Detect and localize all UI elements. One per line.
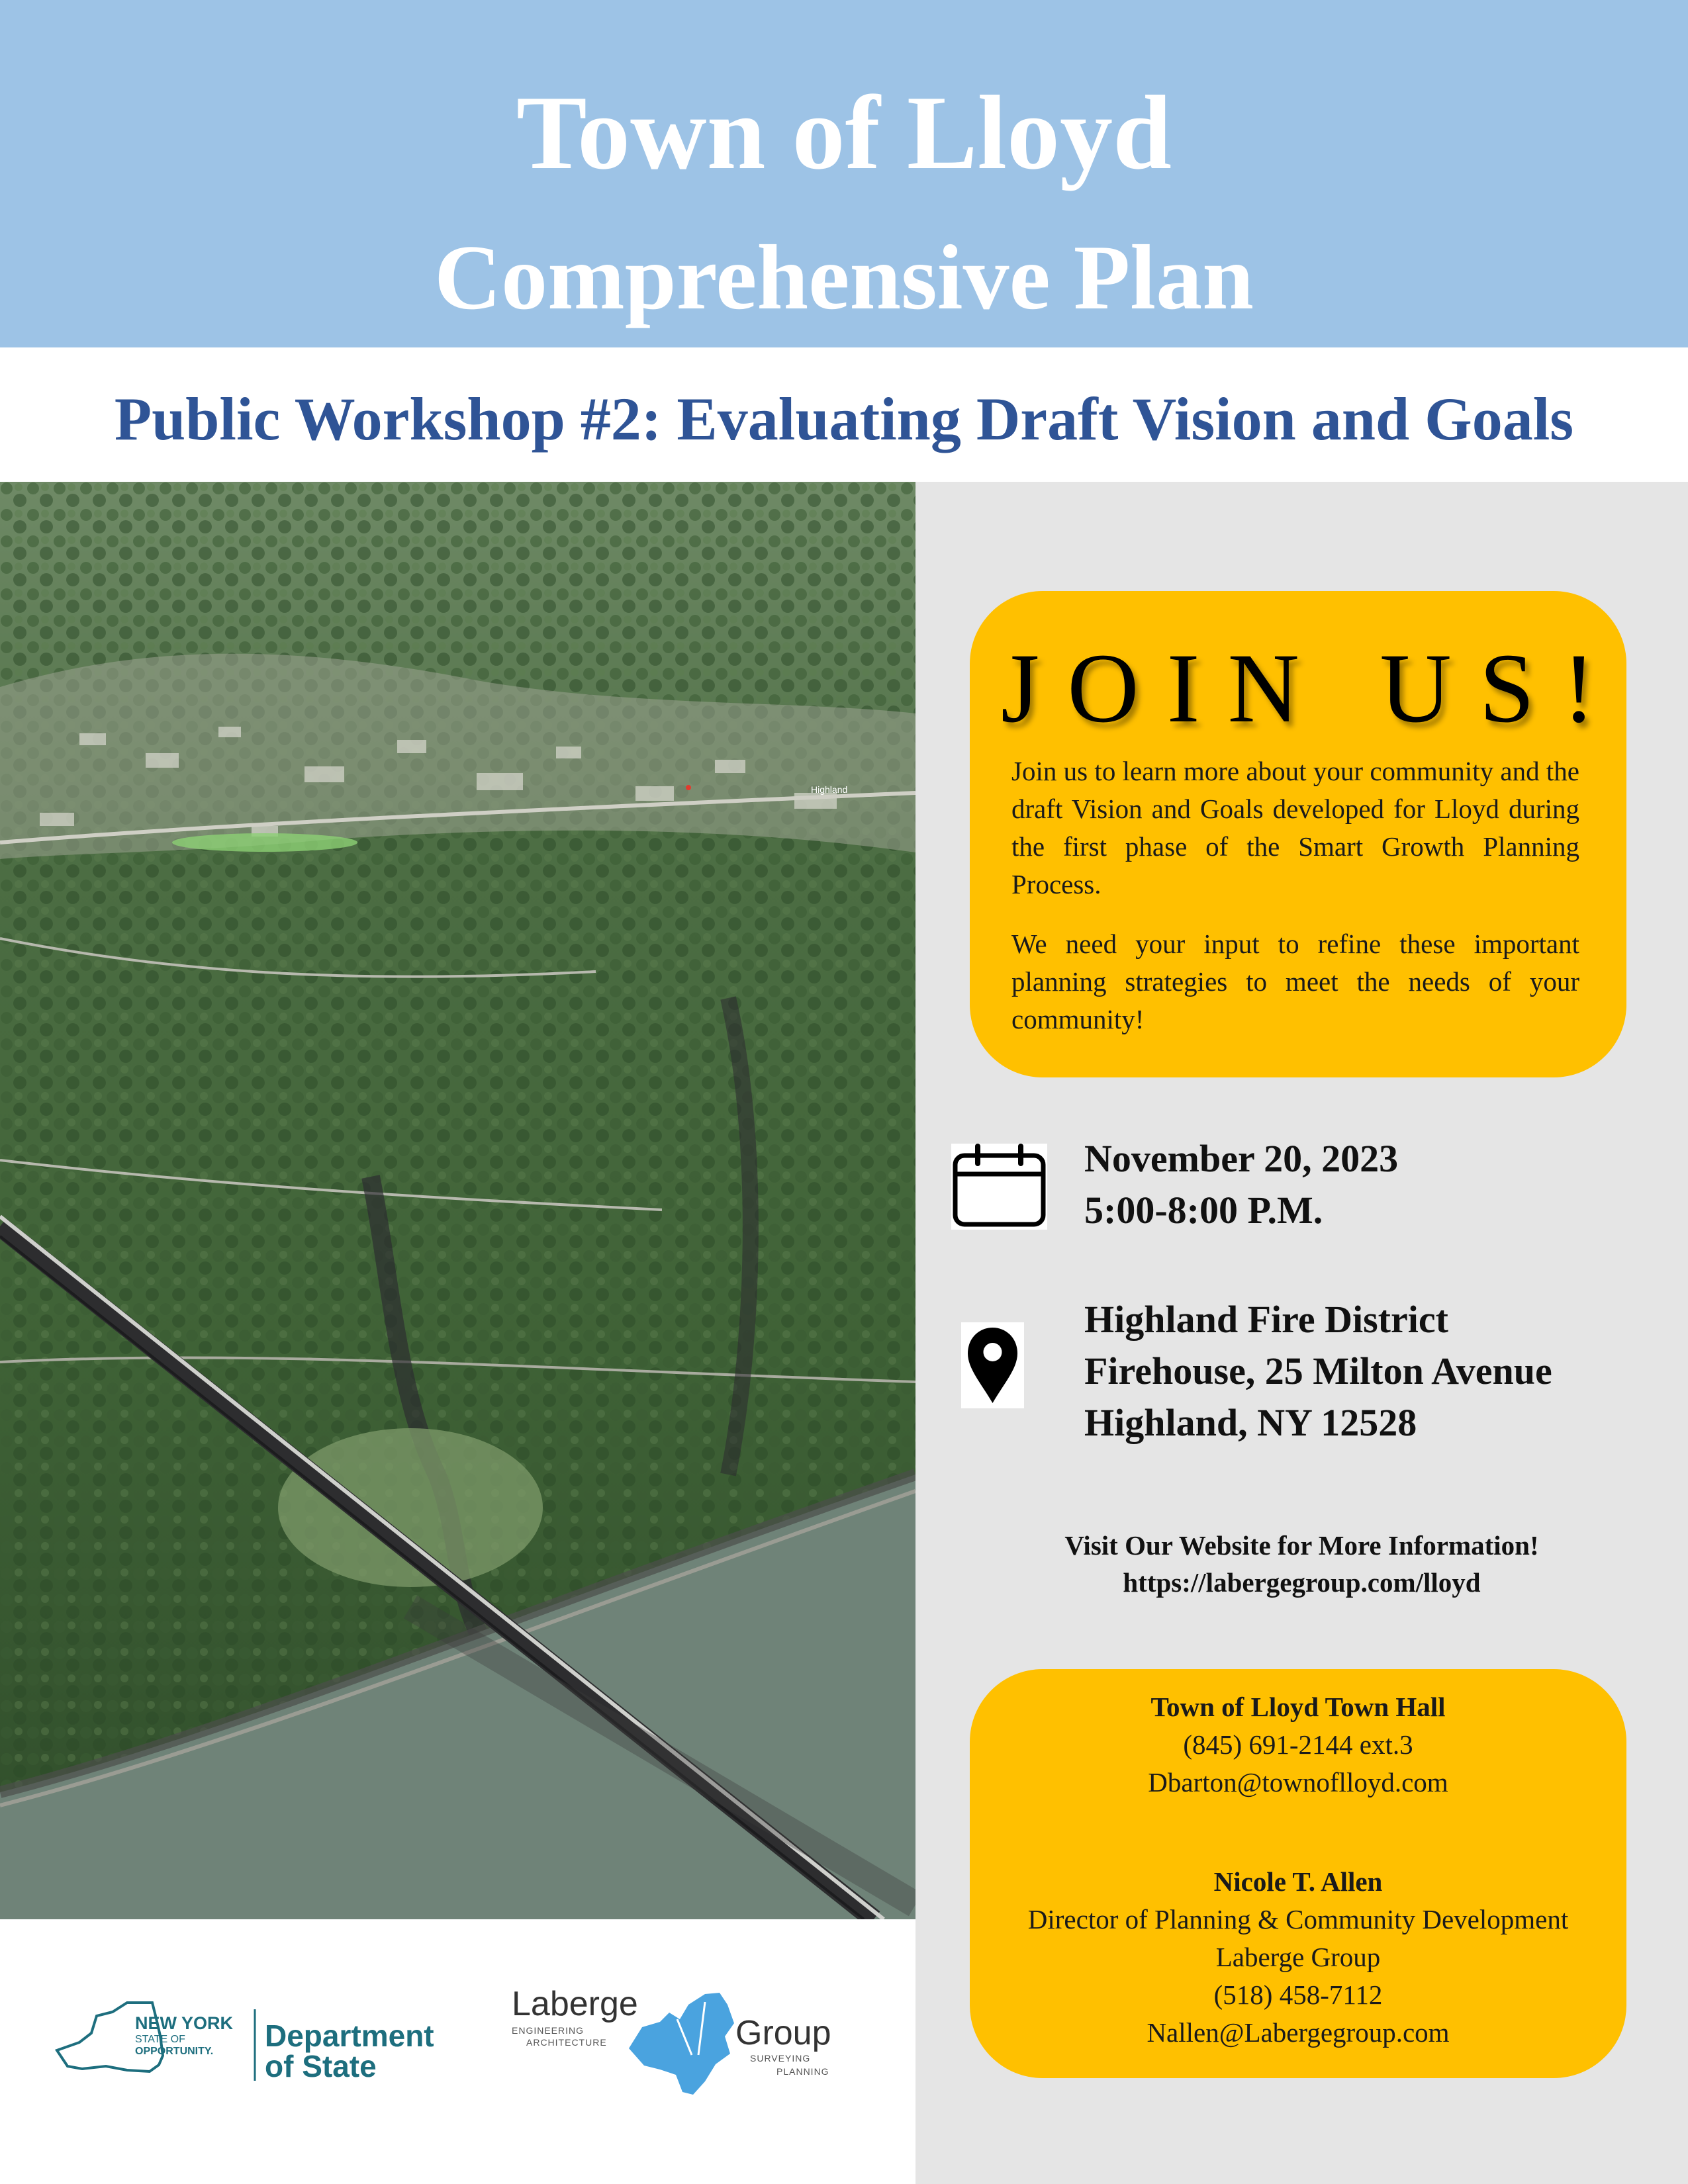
join-us-heading: JOIN US! [1000,633,1624,743]
svg-text:Laberge: Laberge [512,1985,638,2023]
contact-person-phone: (518) 458-7112 [1213,1979,1383,2010]
town-hall-email[interactable]: Dbarton@townoflloyd.com [1148,1767,1448,1797]
map-label-highland: Highland [811,784,848,795]
svg-text:SURVEYING: SURVEYING [750,2053,811,2064]
location-line-1: Highland Fire District [1084,1298,1448,1341]
event-date: November 20, 2023 [1084,1137,1399,1180]
contact-person-name: Nicole T. Allen [1213,1866,1383,1897]
svg-text:STATE OF: STATE OF [135,2034,185,2045]
svg-text:Department: Department [265,2019,434,2053]
svg-text:OPPORTUNITY.: OPPORTUNITY. [135,2046,214,2057]
laberge-group-logo [506,1976,851,2101]
town-hall-name: Town of Lloyd Town Hall [1150,1692,1446,1722]
map-pin-icon [961,1322,1024,1408]
plan-title: Comprehensive Plan [434,226,1254,329]
calendar-icon [951,1144,1047,1230]
location-line-3: Highland, NY 12528 [1084,1401,1417,1444]
workshop-title: Public Workshop #2: Evaluating Draft Vision and Goals [114,385,1574,453]
join-us-paragraph-1: Join us to learn more about your community and the draft Vision and Goals developed for Lloyd during the first phase of the Smart Growth Planning Process. [1011,756,1579,899]
location-line-2: Firehouse, 25 Milton Avenue [1084,1349,1552,1392]
svg-text:NEW YORK: NEW YORK [135,2013,234,2033]
nys-department-of-state-logo [53,1992,450,2091]
svg-text:ENGINEERING: ENGINEERING [512,2025,585,2036]
svg-text:of State: of State [265,2049,377,2083]
aerial-photo [0,482,915,1919]
event-time: 5:00-8:00 P.M. [1084,1189,1323,1232]
website-link[interactable]: https://labergegroup.com/lloyd [1123,1567,1481,1598]
town-hall-phone: (845) 691-2144 ext.3 [1183,1729,1413,1760]
svg-text:PLANNING: PLANNING [776,2066,829,2077]
svg-text:ARCHITECTURE: ARCHITECTURE [526,2037,607,2048]
contact-person-email[interactable]: Nallen@Labergegroup.com [1147,2017,1450,2048]
contact-person-title: Director of Planning & Community Development [1027,1904,1569,1934]
join-us-paragraph-2: We need your input to refine these important planning strategies to meet the needs of your community! [1011,929,1579,1034]
website-prompt: Visit Our Website for More Information! [1064,1530,1539,1561]
svg-text:Group: Group [735,2014,831,2052]
town-title: Town of Lloyd [516,73,1172,191]
contact-person-org: Laberge Group [1215,1942,1381,1972]
